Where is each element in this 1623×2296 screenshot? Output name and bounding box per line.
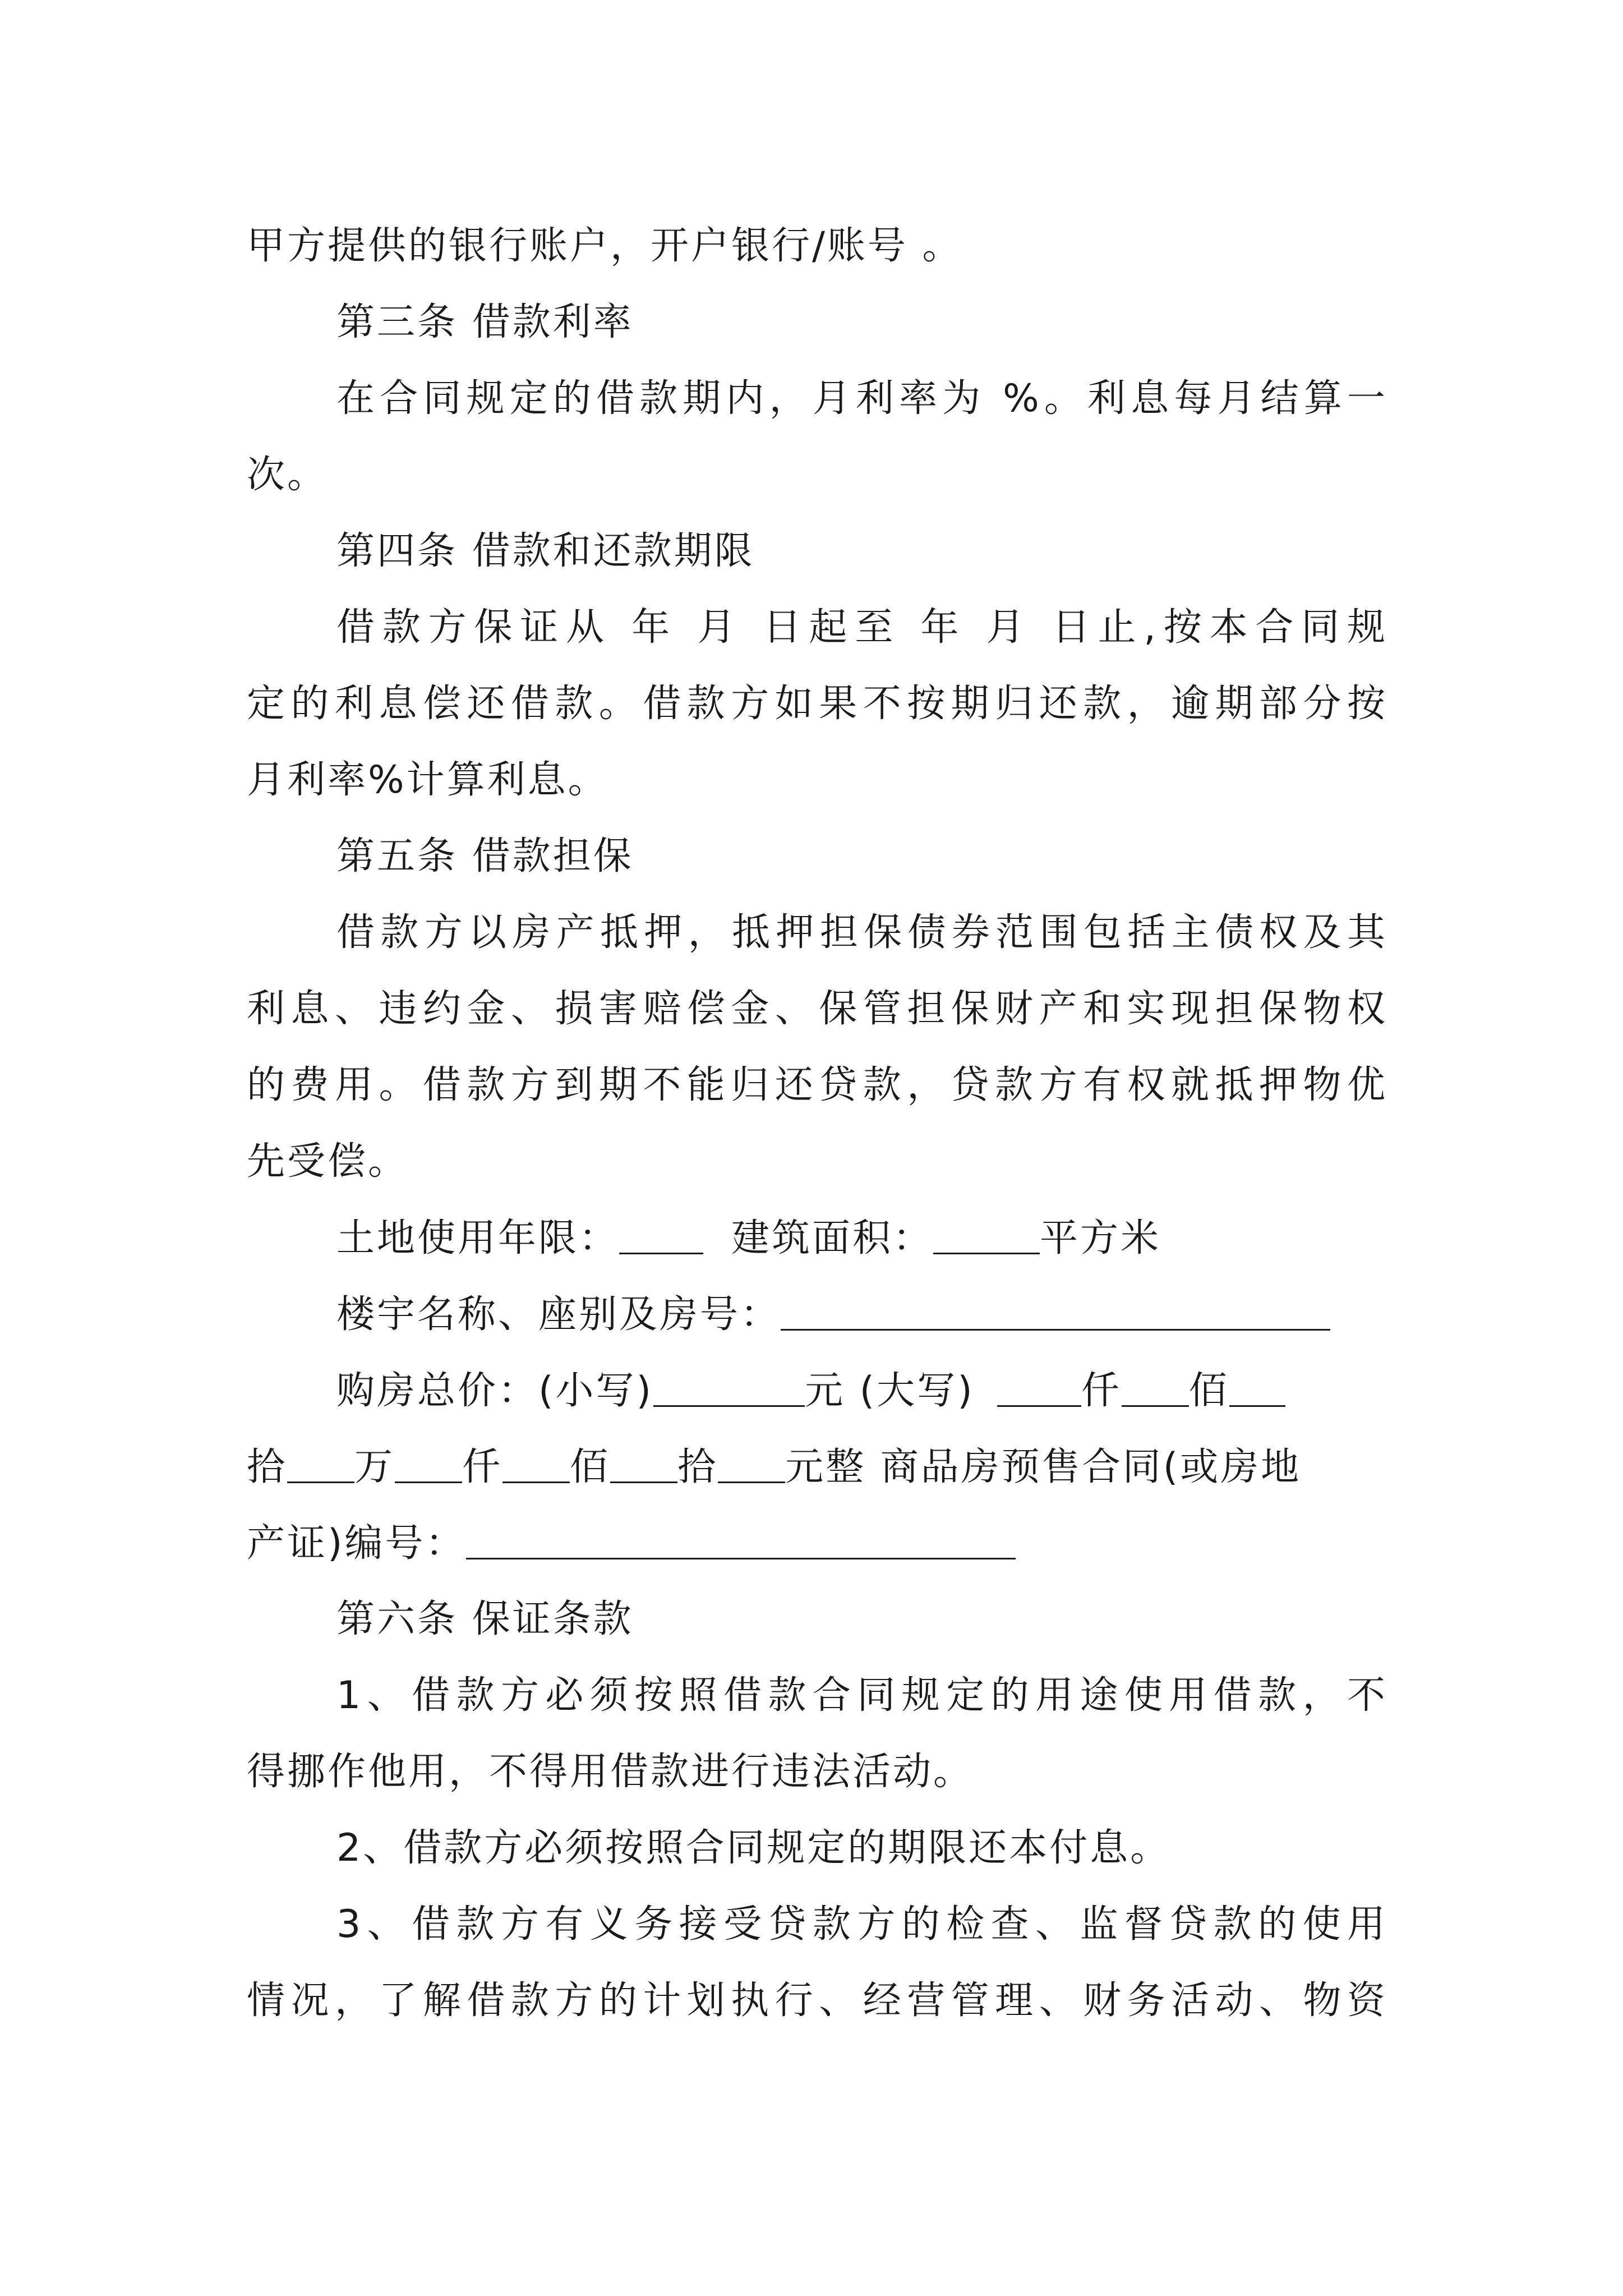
price-shi-blank (1229, 1372, 1285, 1407)
price-yuan-label: 元 (大写) (805, 1369, 975, 1413)
shi2-label: 拾 (677, 1445, 718, 1489)
floor-area-unit: 平方米 (1040, 1216, 1161, 1260)
bai-label: 佰 (570, 1445, 611, 1489)
qian-blank (395, 1448, 462, 1483)
section-heading-6: 第六条 保证条款 (336, 1597, 634, 1641)
text-line: 的费用。借款方到期不能归还贷款，贷款方有权就抵押物优 (247, 1063, 1385, 1107)
text-line: 先受偿。 (247, 1139, 409, 1184)
wan-blank (287, 1448, 354, 1483)
contract-label: 元整 商品房预售合同(或房地 (785, 1445, 1302, 1489)
price-line (336, 1369, 1285, 1413)
text-line: 借款方保证从 年 月 日起至 年 月 日止,按本合同规 (336, 605, 1385, 650)
cert-label: 产证)编号： (247, 1521, 466, 1566)
price-qian-label: 仟 (1081, 1369, 1122, 1413)
building-label: 楼宇名称、座别及房号： (336, 1292, 781, 1337)
building-blank (781, 1295, 1330, 1331)
land-term-label: 土地使用年限： (336, 1216, 620, 1260)
qian-label: 仟 (462, 1445, 503, 1489)
text-line: 次。 (247, 453, 328, 497)
shi2-blank (610, 1448, 677, 1483)
wan-label: 万 (354, 1445, 395, 1489)
price-bai-blank (1122, 1372, 1189, 1407)
yuan-blank (718, 1448, 785, 1483)
text-line: 利息、违约金、损害赔偿金、保管担保财产和实现担保物权 (247, 987, 1385, 1031)
text-line: 定的利息偿还借款。借款方如果不按期归还款，逾期部分按 (247, 682, 1385, 726)
price-line-2 (247, 1445, 1302, 1489)
text-line: 月利率%计算利息。 (247, 758, 608, 802)
shi-label: 拾 (247, 1445, 288, 1489)
text-line: 情况，了解借款方的计划执行、经营管理、财务活动、物资 (247, 1978, 1385, 2023)
building-line (336, 1292, 1330, 1337)
text-line: 在合同规定的借款期内，月利率为 %。利息每月结算一 (336, 376, 1385, 421)
text-line: 2、借款方必须按照合同规定的期限还本付息。 (336, 1826, 1171, 1870)
bai-blank (502, 1448, 570, 1483)
section-heading-3: 第三条 借款利率 (336, 300, 634, 344)
cert-blank (466, 1524, 1016, 1559)
price-small-blank (653, 1372, 805, 1407)
price-label: 购房总价：(小写) (336, 1369, 654, 1413)
cert-line (247, 1521, 1016, 1566)
land-term-blank (619, 1219, 703, 1254)
text-line: 借款方以房产抵押，抵押担保债券范围包括主债权及其 (336, 910, 1385, 955)
text-line: 3、借款方有义务接受贷款方的检查、监督贷款的使用 (336, 1902, 1385, 1947)
text-line: 1、借款方必须按照借款合同规定的用途使用借款，不 (336, 1673, 1385, 1718)
price-bai-label: 佰 (1188, 1369, 1229, 1413)
section-heading-5: 第五条 借款担保 (336, 834, 634, 878)
land-line (336, 1216, 1161, 1260)
text-line: 甲方提供的银行账户，开户银行/账号 。 (247, 224, 963, 268)
floor-area-blank (933, 1219, 1040, 1254)
price-qian-blank (997, 1372, 1081, 1407)
floor-area-label: 建筑面积： (731, 1216, 934, 1260)
text-line: 得挪作他用，不得用借款进行违法活动。 (247, 1750, 974, 1794)
section-heading-4: 第四条 借款和还款期限 (336, 529, 755, 573)
